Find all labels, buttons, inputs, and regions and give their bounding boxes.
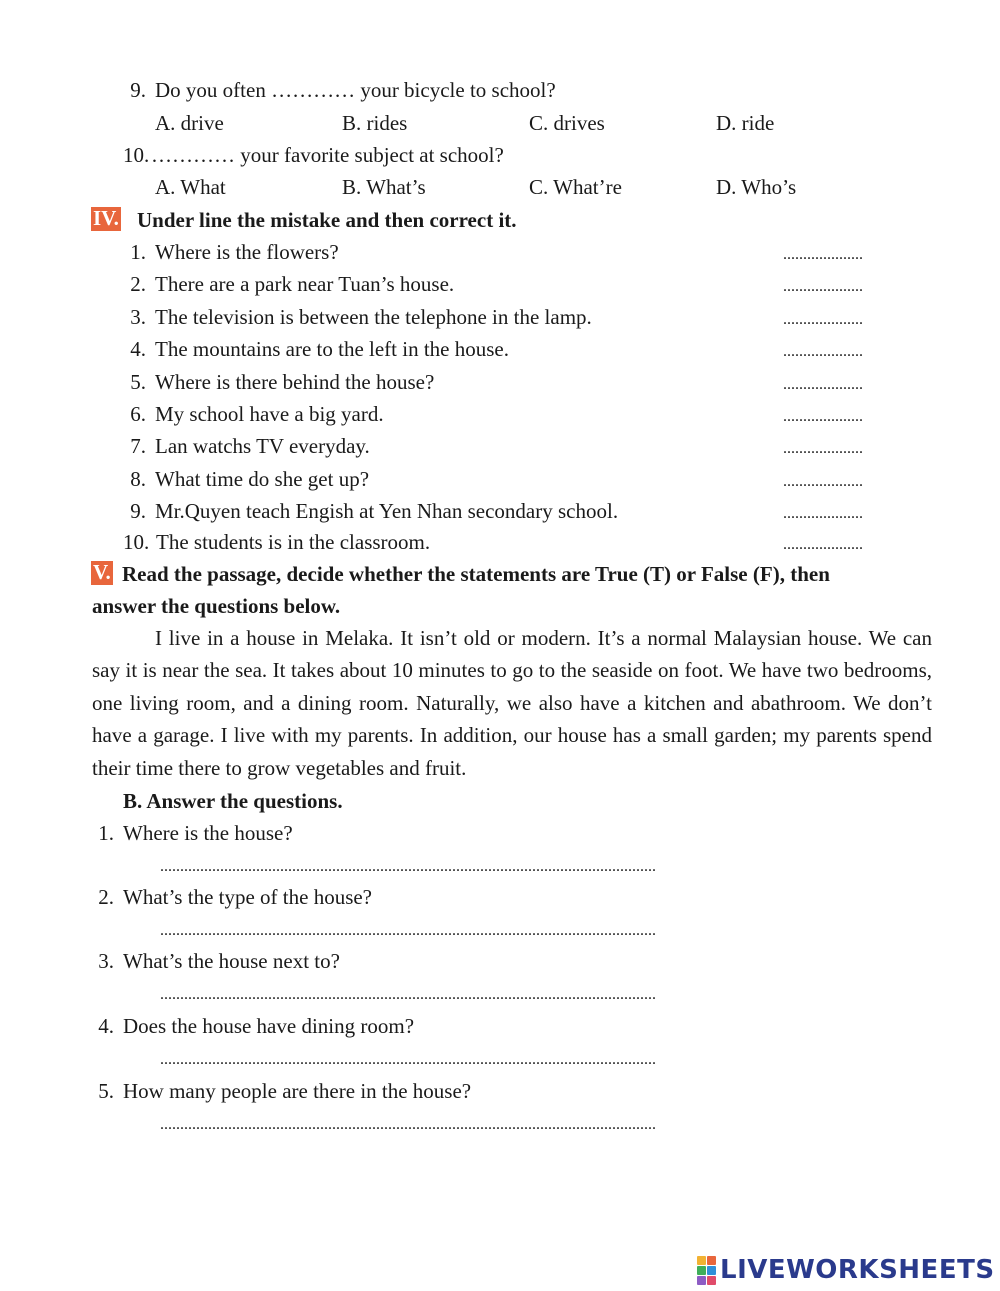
question-text: Does the house have dining room? — [123, 1014, 415, 1038]
answer-blank[interactable]: .................... — [783, 536, 863, 553]
item-text[interactable]: Lan watchs TV everyday. — [155, 434, 370, 458]
option-d[interactable]: D. Who’s — [716, 175, 797, 199]
answer-blank[interactable]: .................... — [783, 278, 863, 295]
option-c[interactable]: C. drives — [529, 111, 605, 135]
item-text[interactable]: Mr.Quyen teach Engish at Yen Nhan secondary school. — [155, 499, 619, 523]
item-number: 5. — [130, 370, 146, 394]
item-text[interactable]: The television is between the telephone in the lamp. — [155, 305, 592, 329]
answer-line[interactable]: ............................................................................................................................ — [160, 922, 656, 939]
option-a[interactable]: A. What — [155, 175, 226, 199]
answer-blank[interactable]: .................... — [783, 440, 863, 457]
answer-line[interactable]: ............................................................................................................................ — [160, 1051, 656, 1068]
item-number: 9. — [130, 499, 146, 523]
option-a[interactable]: A. drive — [155, 111, 224, 135]
answer-line[interactable]: ............................................................................................................................ — [160, 986, 656, 1003]
reading-passage — [92, 622, 932, 784]
item-number: 6. — [130, 402, 146, 426]
answer-blank[interactable]: .................... — [783, 376, 863, 393]
question-number: 3. — [98, 949, 114, 973]
question-number: 10. — [123, 143, 150, 167]
answer-line[interactable]: ............................................................................................................................ — [160, 858, 656, 875]
item-text[interactable]: The mountains are to the left in the house. — [155, 337, 509, 361]
question-text: Do you often ………… your bicycle to school? — [155, 78, 556, 102]
section-title: Read the passage, decide whether the statements are True (T) or False (F), then — [122, 562, 830, 586]
section-badge: IV. — [93, 206, 119, 230]
item-text[interactable]: Where is the flowers? — [155, 240, 339, 264]
question-text: What’s the house next to? — [123, 949, 340, 973]
item-number: 2. — [130, 272, 146, 296]
answer-blank[interactable]: .................... — [783, 473, 863, 490]
item-text[interactable]: Where is there behind the house? — [155, 370, 435, 394]
question-number: 2. — [98, 885, 114, 909]
answer-blank[interactable]: .................... — [783, 246, 863, 263]
option-d[interactable]: D. ride — [716, 111, 775, 135]
question-text: What’s the type of the house? — [123, 885, 373, 909]
item-text[interactable]: My school have a big yard. — [155, 402, 384, 426]
liveworksheets-logo-icon — [697, 1256, 716, 1285]
question-text: ………… your favorite subject at school? — [151, 143, 504, 167]
section-title-continued: answer the questions below. — [92, 594, 341, 618]
passage-text: I live in a house in Melaka. It isn’t old or modern. It’s a normal Malaysian house. We can say it is near the sea. It takes about 10 minutes to go to the seaside on foot. We have two bedrooms, one living room, and a dining room. Naturally, we also have a kitchen and abathroom. We don’t have a garage. I live with my parents. In addition, our house has a small garden; my parents spend their time there to grow vegetables and fruit. — [92, 626, 932, 780]
liveworksheets-logo[interactable] — [697, 1255, 995, 1285]
answer-questions-heading: B. Answer the questions. — [123, 789, 343, 813]
item-number: 7. — [130, 434, 146, 458]
item-number: 1. — [130, 240, 146, 264]
item-number: 10. — [123, 530, 150, 554]
item-text[interactable]: The students is in the classroom. — [156, 530, 431, 554]
section-title: Under line the mistake and then correct it. — [137, 208, 517, 232]
question-number: 1. — [98, 821, 114, 845]
item-number: 4. — [130, 337, 146, 361]
item-number: 3. — [130, 305, 146, 329]
item-number: 8. — [130, 467, 146, 491]
brand-name: LIVEWORKSHEETS — [720, 1255, 995, 1285]
item-text[interactable]: There are a park near Tuan’s house. — [155, 272, 455, 296]
answer-blank[interactable]: .................... — [783, 408, 863, 425]
section-badge: V. — [93, 560, 111, 584]
answer-blank[interactable]: .................... — [783, 343, 863, 360]
item-text[interactable]: What time do she get up? — [155, 467, 370, 491]
option-b[interactable]: B. rides — [342, 111, 408, 135]
question-number: 5. — [98, 1079, 114, 1103]
question-number: 4. — [98, 1014, 114, 1038]
answer-line[interactable]: ............................................................................................................................ — [160, 1116, 656, 1133]
option-b[interactable]: B. What’s — [342, 175, 426, 199]
question-number: 9. — [130, 78, 146, 102]
option-c[interactable]: C. What’re — [529, 175, 622, 199]
question-text: Where is the house? — [123, 821, 293, 845]
answer-blank[interactable]: .................... — [783, 311, 863, 328]
answer-blank[interactable]: .................... — [783, 505, 863, 522]
question-text: How many people are there in the house? — [123, 1079, 472, 1103]
